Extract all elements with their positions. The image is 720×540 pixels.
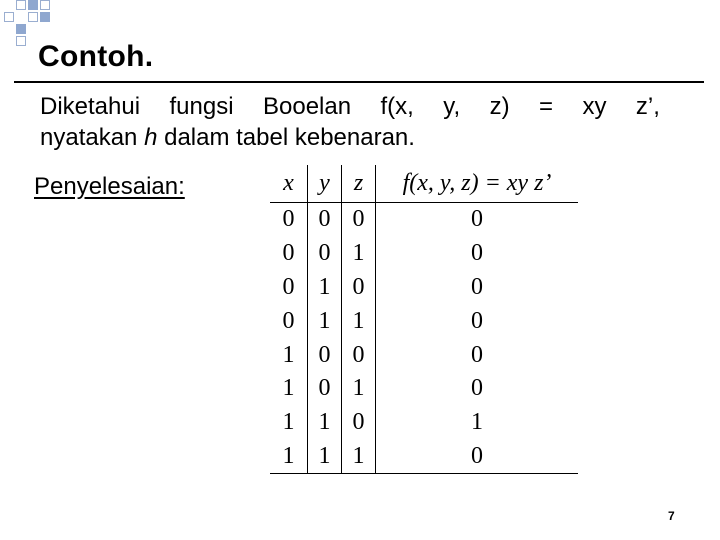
cell-z: 0 [342,406,376,440]
cell-x: 0 [270,237,308,271]
header-z: z [342,165,376,202]
cell-y: 0 [308,372,342,406]
cell-z: 1 [342,372,376,406]
cell-x: 0 [270,203,308,237]
table-row [270,271,578,305]
problem-line-1 [40,91,660,122]
cell-f: 0 [471,341,483,368]
problem-statement [40,91,680,153]
cell-f: 0 [471,375,483,402]
table-header-row [270,165,578,203]
cell-x: 1 [270,406,308,440]
word: z) [489,93,510,120]
header-x: x [270,165,308,202]
header-f: f(x, y, z) = xy z’ [402,170,552,196]
cell-z: 1 [342,440,376,474]
table-row [270,372,578,406]
table-row [270,406,578,440]
word: y, [443,93,461,120]
cell-f: 0 [471,273,483,300]
cell-z: 0 [342,338,376,372]
cell-z: 1 [342,237,376,271]
cell-f: 0 [471,442,483,469]
cell-x: 0 [270,271,308,305]
table-row [270,440,578,474]
word: fungsi [169,93,234,120]
word: z’, [635,93,660,120]
line2-before: nyatakan [40,124,145,151]
cell-y: 1 [308,304,342,338]
cell-y: 1 [308,440,342,474]
table-row [270,338,578,372]
word: = [539,93,554,120]
cell-y: 0 [308,237,342,271]
cell-y: 1 [308,406,342,440]
word: Booelan [262,93,352,120]
cell-x: 1 [270,372,308,406]
table-row [270,237,578,271]
problem-line-2 [40,122,680,153]
cell-f: 0 [471,240,483,267]
cell-x: 1 [270,440,308,474]
cell-x: 0 [270,304,308,338]
cell-z: 0 [342,271,376,305]
cell-y: 0 [308,338,342,372]
cell-f: 1 [471,409,483,436]
word: f(x, [380,93,414,120]
table-body [270,203,578,474]
cell-x: 1 [270,338,308,372]
word: xy [582,93,607,120]
table-row [270,203,578,237]
slide-title: Contoh. [38,40,154,73]
table-row [270,304,578,338]
cell-f: 0 [471,307,483,334]
line2-after: dalam tabel kebenaran. [157,124,415,151]
cell-f: 0 [471,206,483,233]
truth-table [270,165,578,474]
cell-z: 1 [342,304,376,338]
line2-italic: h [144,124,158,151]
cell-z: 0 [342,203,376,237]
word: Diketahui [40,93,141,120]
title-divider [14,81,704,83]
page-number: 7 [668,509,675,523]
cell-y: 1 [308,271,342,305]
solution-label: Penyelesaian: [34,173,185,200]
cell-y: 0 [308,203,342,237]
header-y: y [308,165,342,202]
